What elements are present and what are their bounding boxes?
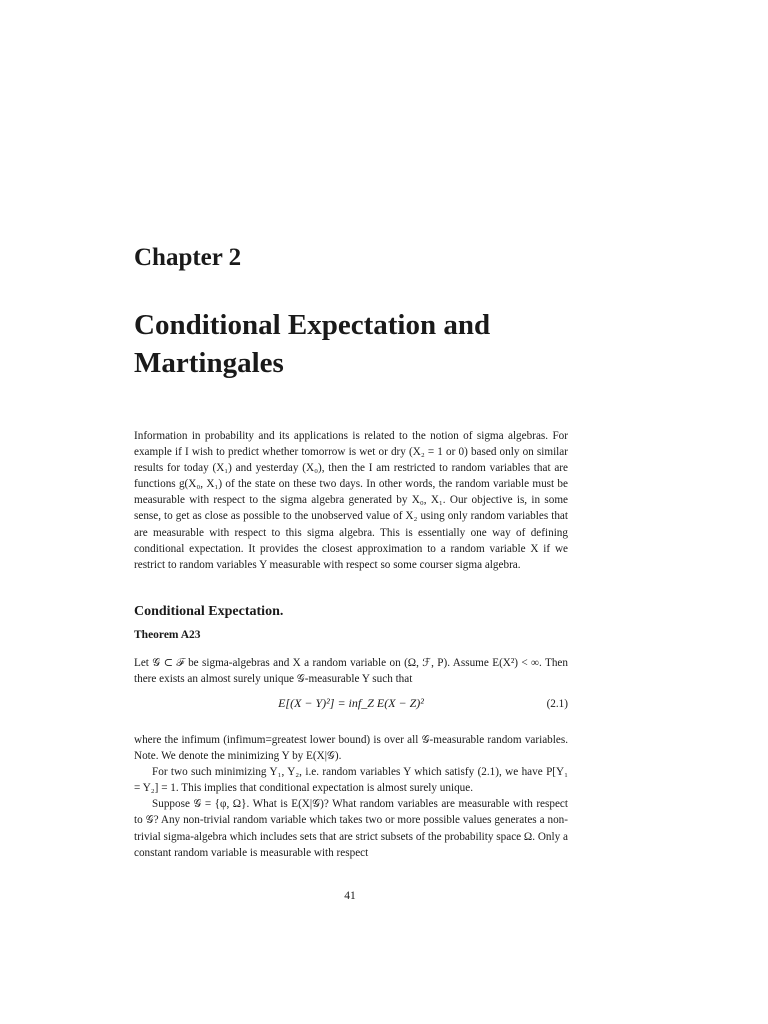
section-heading: Conditional Expectation. xyxy=(134,604,284,619)
equation-2-1 xyxy=(134,696,568,722)
intro-text xyxy=(134,428,568,573)
chapter-title: Conditional Expectation and Martingales xyxy=(134,309,491,379)
page-number: 41 xyxy=(344,890,356,902)
equation-number: (2.1) xyxy=(546,698,568,710)
paragraph: where the infimum (infimum=greatest lower bound) is over all 𝒢-measurable random variables. Note. We denote the minimizing Y by E(X|𝒢). xyxy=(134,734,568,763)
body-text xyxy=(134,732,568,861)
intro-paragraph: Information in probability and its applications is related to the notion of sigma algebras. For example if I wish to predict whether tomorrow is wet or dry (X₂ = 1 or 0) based only on similar results for today (X₁) and yesterday (X₀), then the I am restricted to random variables that are functions g(X₀, X₁) of the state on these two days. In other words, the random variable must be measurable with respect to the sigma algebra generated by X₀, X₁. Our objective is, in some sense, to get as close as possible to the unobserved value of X₂ using only random variables that are measurable with respect to this sigma algebra. This is essentially one way of defining conditional expectation. It provides the closest approximation to a random variable X if we restrict to random variables Y measurable with respect so some courser sigma algebra. xyxy=(134,430,568,571)
equation-formula: E[(X − Y)²] = inf_Z E(X − Z)² xyxy=(278,696,424,710)
theorem-label: Theorem A23 xyxy=(134,629,201,641)
theorem-body: Let 𝒢 ⊂ ℱ be sigma-algebras and X a random variable on (Ω, ℱ, P). Assume E(X²) < ∞. Then there exists an almost surely unique 𝒢-measurable Y such that xyxy=(134,657,568,686)
theorem-statement xyxy=(134,655,568,687)
chapter-label: Chapter 2 xyxy=(134,244,242,271)
paragraph: Suppose 𝒢 = {φ, Ω}. What is E(X|𝒢)? What random variables are measurable with respect to 𝒢? Any non-trivial random variable which takes two or more possible values generates a non-trivial sigma-algebra which includes sets that are strict subsets of the probability space Ω. Only a constant random variable is measurable with respect xyxy=(134,798,568,859)
paragraph: For two such minimizing Y₁, Y₂, i.e. random variables Y which satisfy (2.1), we have P[Y₁ = Y₂] = 1. This implies that conditional expectation is almost surely unique. xyxy=(134,766,568,795)
